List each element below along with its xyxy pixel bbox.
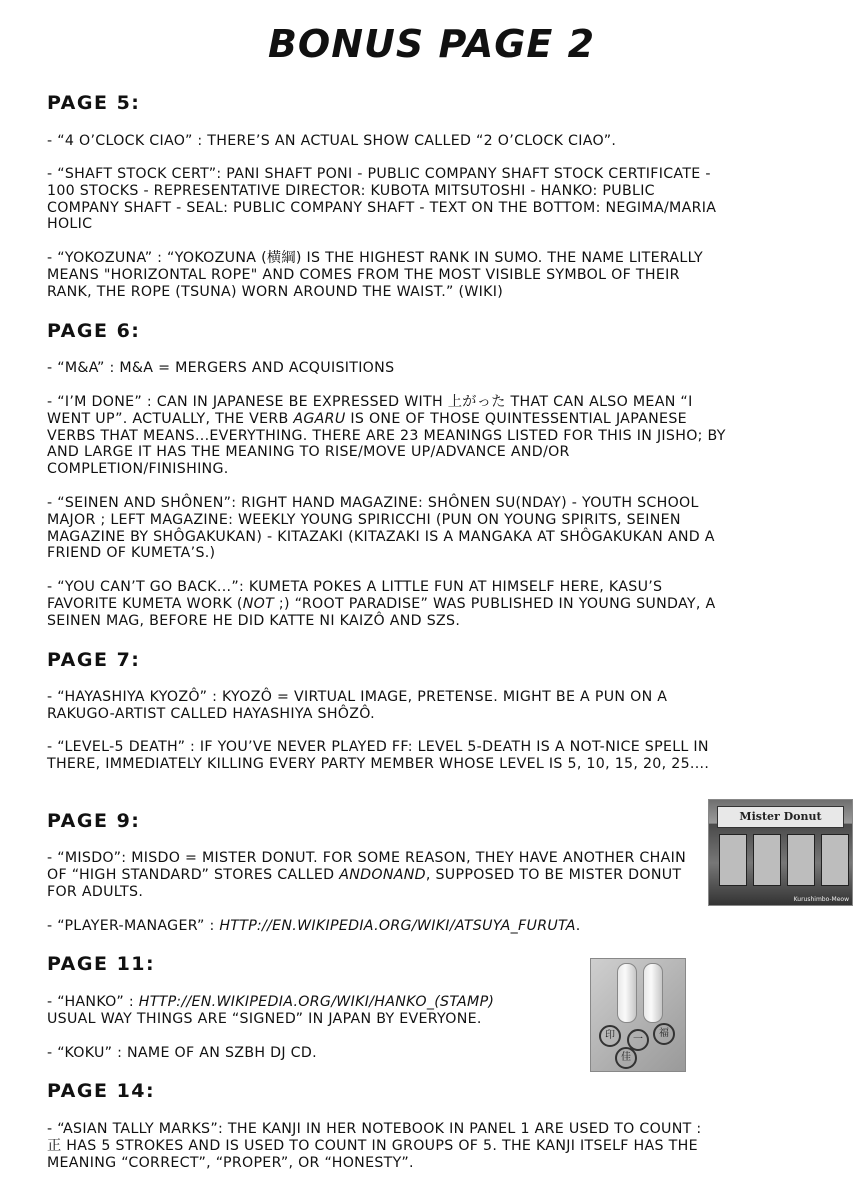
note-hayashiya-kyozo: - “HAYASHIYA KYOZÔ” : KYOZÔ = VIRTUAL IMAGE, PRETENSE. MIGHT BE A PUN ON A RAKUGO-ARTIST CALLED HAYASHIYA SHÔZÔ.	[47, 689, 668, 722]
stamp-impression: 一	[627, 1029, 649, 1051]
note-hanko: - “HANKO” : HTTP://EN.WIKIPEDIA.ORG/WIKI/HANKO_(STAMP) USUAL WAY THINGS ARE “SIGNED” IN JAPAN BY EVERYONE.	[47, 994, 495, 1027]
note-4-oclock-ciao: - “4 O’CLOCK CIAO” : THERE’S AN ACTUAL SHOW CALLED “2 O’CLOCK CIAO”.	[47, 133, 617, 149]
mister-donut-photo	[708, 799, 853, 906]
hanko-stick	[617, 963, 637, 1023]
note-im-done: - “I’M DONE” : CAN IN JAPANESE BE EXPRESSED WITH 上がった THAT CAN ALSO MEAN “I WENT UP”. ACTUALLY, THE VERB AGARU IS ONE OF THOSE QUINTESSENTIAL JAPANESE VERBS THAT MEANS...EVERYTHING. THERE ARE 23 MEANINGS LISTED FOR THIS IN JISHO; BY AND LARGE IT HAS THE MEANING TO RISE/MOVE UP/ADVANCE AND/OR COMPLETION/FINISHING.	[47, 394, 726, 478]
store-window	[753, 834, 781, 886]
stamp-impression: 佳	[615, 1047, 637, 1069]
section-heading-page-11: PAGE 11:	[47, 953, 156, 975]
section-heading-page-9: PAGE 9:	[47, 810, 141, 832]
note-asian-tally-marks: - “ASIAN TALLY MARKS”: THE KANJI IN HER NOTEBOOK IN PANEL 1 ARE USED TO COUNT : 正 HAS 5 STROKES AND IS USED TO COUNT IN GROUPS OF 5. THE KANJI ITSELF HAS THE MEANING “CORRECT”, “PROPER”, OR “HONESTY”.	[47, 1121, 702, 1171]
note-yokozuna: - “YOKOZUNA” : “YOKOZUNA (横綱) IS THE HIGHEST RANK IN SUMO. THE NAME LITERALLY MEANS "HORIZONTAL ROPE" AND COMES FROM THE MOST VISIBLE SYMBOL OF THEIR RANK, THE ROPE (TSUNA) WORN AROUND THE WAIST.” (WIKI)	[47, 250, 703, 300]
note-m-and-a: - “M&A” : M&A = MERGERS AND ACQUISITIONS	[47, 360, 395, 376]
store-window	[821, 834, 849, 886]
note-seinen-and-shonen: - “SEINEN AND SHÔNEN”: RIGHT HAND MAGAZINE: SHÔNEN SU(NDAY) - YOUTH SCHOOL MAJOR ; LEFT MAGAZINE: WEEKLY YOUNG SPIRICCHI (PUN ON YOUNG SPIRITS, SEINEN MAGAZINE BY SHÔGAKUKAN) - KITAZAKI (KITAZAKI IS A MANGAKA AT SHÔGAKUKAN AND A FRIEND OF KUMETA’S.)	[47, 495, 715, 562]
store-sign: Mister Donut	[717, 806, 844, 828]
section-heading-page-14: PAGE 14:	[47, 1080, 156, 1102]
section-heading-page-7: PAGE 7:	[47, 649, 141, 671]
store-window	[787, 834, 815, 886]
hanko-stick	[643, 963, 663, 1023]
note-level-5-death: - “LEVEL-5 DEATH” : IF YOU’VE NEVER PLAYED FF: LEVEL 5-DEATH IS A NOT-NICE SPELL IN THERE, IMMEDIATELY KILLING EVERY PARTY MEMBER WHOSE LEVEL IS 5, 10, 15, 20, 25....	[47, 739, 710, 772]
store-window	[719, 834, 747, 886]
stamp-impression: 印	[599, 1025, 621, 1047]
japanese-term: 上がった	[447, 394, 506, 410]
note-koku: - “KOKU” : NAME OF AN SZBH DJ CD.	[47, 1045, 317, 1061]
note-misdo: - “MISDO”: MISDO = MISTER DONUT. FOR SOME REASON, THEY HAVE ANOTHER CHAIN OF “HIGH STANDARD” STORES CALLED ANDONAND, SUPPOSED TO BE MISTER DONUT FOR ADULTS.	[47, 850, 687, 900]
wikipedia-link-hanko[interactable]: HTTP://EN.WIKIPEDIA.ORG/WIKI/HANKO_(STAMP)	[138, 994, 495, 1010]
hanko-stamps-photo	[590, 958, 686, 1072]
note-you-cant-go-back: - “YOU CAN’T GO BACK...”: KUMETA POKES A LITTLE FUN AT HIMSELF HERE, KASU’S FAVORITE KUMETA WORK (NOT ;) “ROOT PARADISE” WAS PUBLISHED IN YOUNG SUNDAY, A SEINEN MAG, BEFORE HE DID KATTE NI KAIZÔ AND SZS.	[47, 579, 716, 629]
note-player-manager: - “PLAYER-MANAGER” : HTTP://EN.WIKIPEDIA.ORG/WIKI/ATSUYA_FURUTA.	[47, 918, 581, 934]
page-title: BONUS PAGE 2	[267, 22, 596, 66]
wikipedia-link-furuta[interactable]: HTTP://EN.WIKIPEDIA.ORG/WIKI/ATSUYA_FURUTA	[219, 918, 576, 934]
note-shaft-stock-cert: - “SHAFT STOCK CERT”: PANI SHAFT PONI - PUBLIC COMPANY SHAFT STOCK CERTIFICATE - 100 STOCKS - REPRESENTATIVE DIRECTOR: KUBOTA MITSUTOSHI - HANKO: PUBLIC COMPANY SHAFT - SEAL: PUBLIC COMPANY SHAFT - TEXT ON THE BOTTOM: NEGIMA/MARIA HOLIC	[47, 166, 717, 233]
stamp-impression: 福	[653, 1023, 675, 1045]
section-heading-page-6: PAGE 6:	[47, 320, 141, 342]
photo-credit: Kurushimbo-Meow	[793, 896, 849, 903]
section-heading-page-5: PAGE 5:	[47, 92, 141, 114]
